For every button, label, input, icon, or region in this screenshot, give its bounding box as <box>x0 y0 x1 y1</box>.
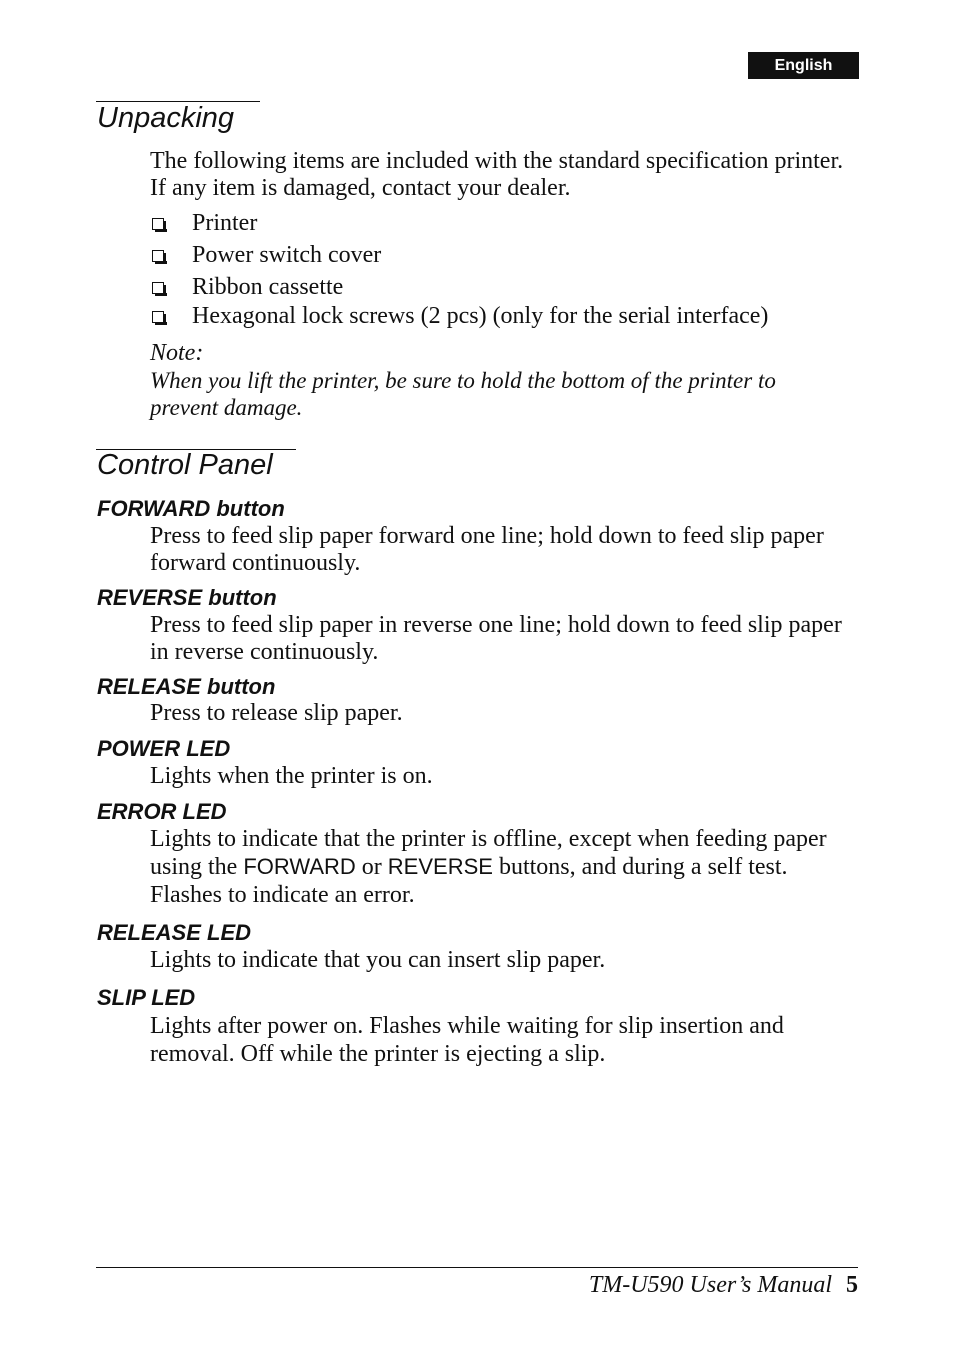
term-release-button: RELEASE button <box>97 674 276 699</box>
term-power-led: POWER LED <box>97 736 231 761</box>
desc-reverse-button: Press to feed slip paper in reverse one line; hold down to feed slip paper in reverse continuously. <box>150 612 842 665</box>
desc-error-led <box>150 825 855 909</box>
desc-error-led-text: or <box>355 854 388 880</box>
note-text: When you lift the printer, be sure to hold the bottom of the printer to prevent damage. <box>150 368 776 420</box>
language-tab: English <box>748 52 859 79</box>
desc-error-led-text: buttons, and during a self test. Flashes to indicate an error. <box>150 854 788 908</box>
note-label: Note: <box>150 340 204 366</box>
list-item-label: Power switch cover <box>192 242 382 268</box>
desc-release-led: Lights to indicate that you can insert slip paper. <box>150 947 606 973</box>
desc-power-led: Lights when the printer is on. <box>150 763 433 789</box>
desc-release-button: Press to release slip paper. <box>150 700 403 726</box>
manual-title: TM-U590 User’s Manual <box>588 1272 832 1298</box>
checkbox-bullet-icon <box>152 250 164 262</box>
desc-forward-button: Press to feed slip paper forward one line; hold down to feed slip paper forward continuously. <box>150 523 824 576</box>
term-reverse-button: REVERSE button <box>97 585 277 610</box>
checkbox-bullet-icon <box>152 282 164 294</box>
page-footer <box>589 1270 858 1300</box>
reverse-keyword: REVERSE <box>387 854 493 879</box>
page-number: 5 <box>846 1272 858 1298</box>
list-item-label: Ribbon cassette <box>192 274 344 300</box>
term-forward-button: FORWARD button <box>97 496 285 521</box>
term-slip-led: SLIP LED <box>97 985 196 1010</box>
checkbox-bullet-icon <box>152 311 164 323</box>
footer-rule <box>96 1267 858 1268</box>
list-item-label: Printer <box>192 210 258 236</box>
forward-keyword: FORWARD <box>243 854 356 879</box>
desc-error-led-text: Lights to indicate that the printer is offline, except when feeding paper using the <box>150 826 827 880</box>
unpacking-title: Unpacking <box>97 102 235 134</box>
term-error-led: ERROR LED <box>97 799 227 824</box>
desc-slip-led: Lights after power on. Flashes while waiting for slip insertion and removal. Off while the printer is ejecting a slip. <box>150 1013 784 1067</box>
unpacking-intro: The following items are included with the standard specification printer. If any item is damaged, contact your dealer. <box>150 148 844 201</box>
list-item-label: Hexagonal lock screws (2 pcs) (only for the serial interface) <box>192 303 769 329</box>
term-release-led: RELEASE LED <box>97 920 252 945</box>
checkbox-bullet-icon <box>152 218 164 230</box>
control-panel-title: Control Panel <box>97 449 273 481</box>
